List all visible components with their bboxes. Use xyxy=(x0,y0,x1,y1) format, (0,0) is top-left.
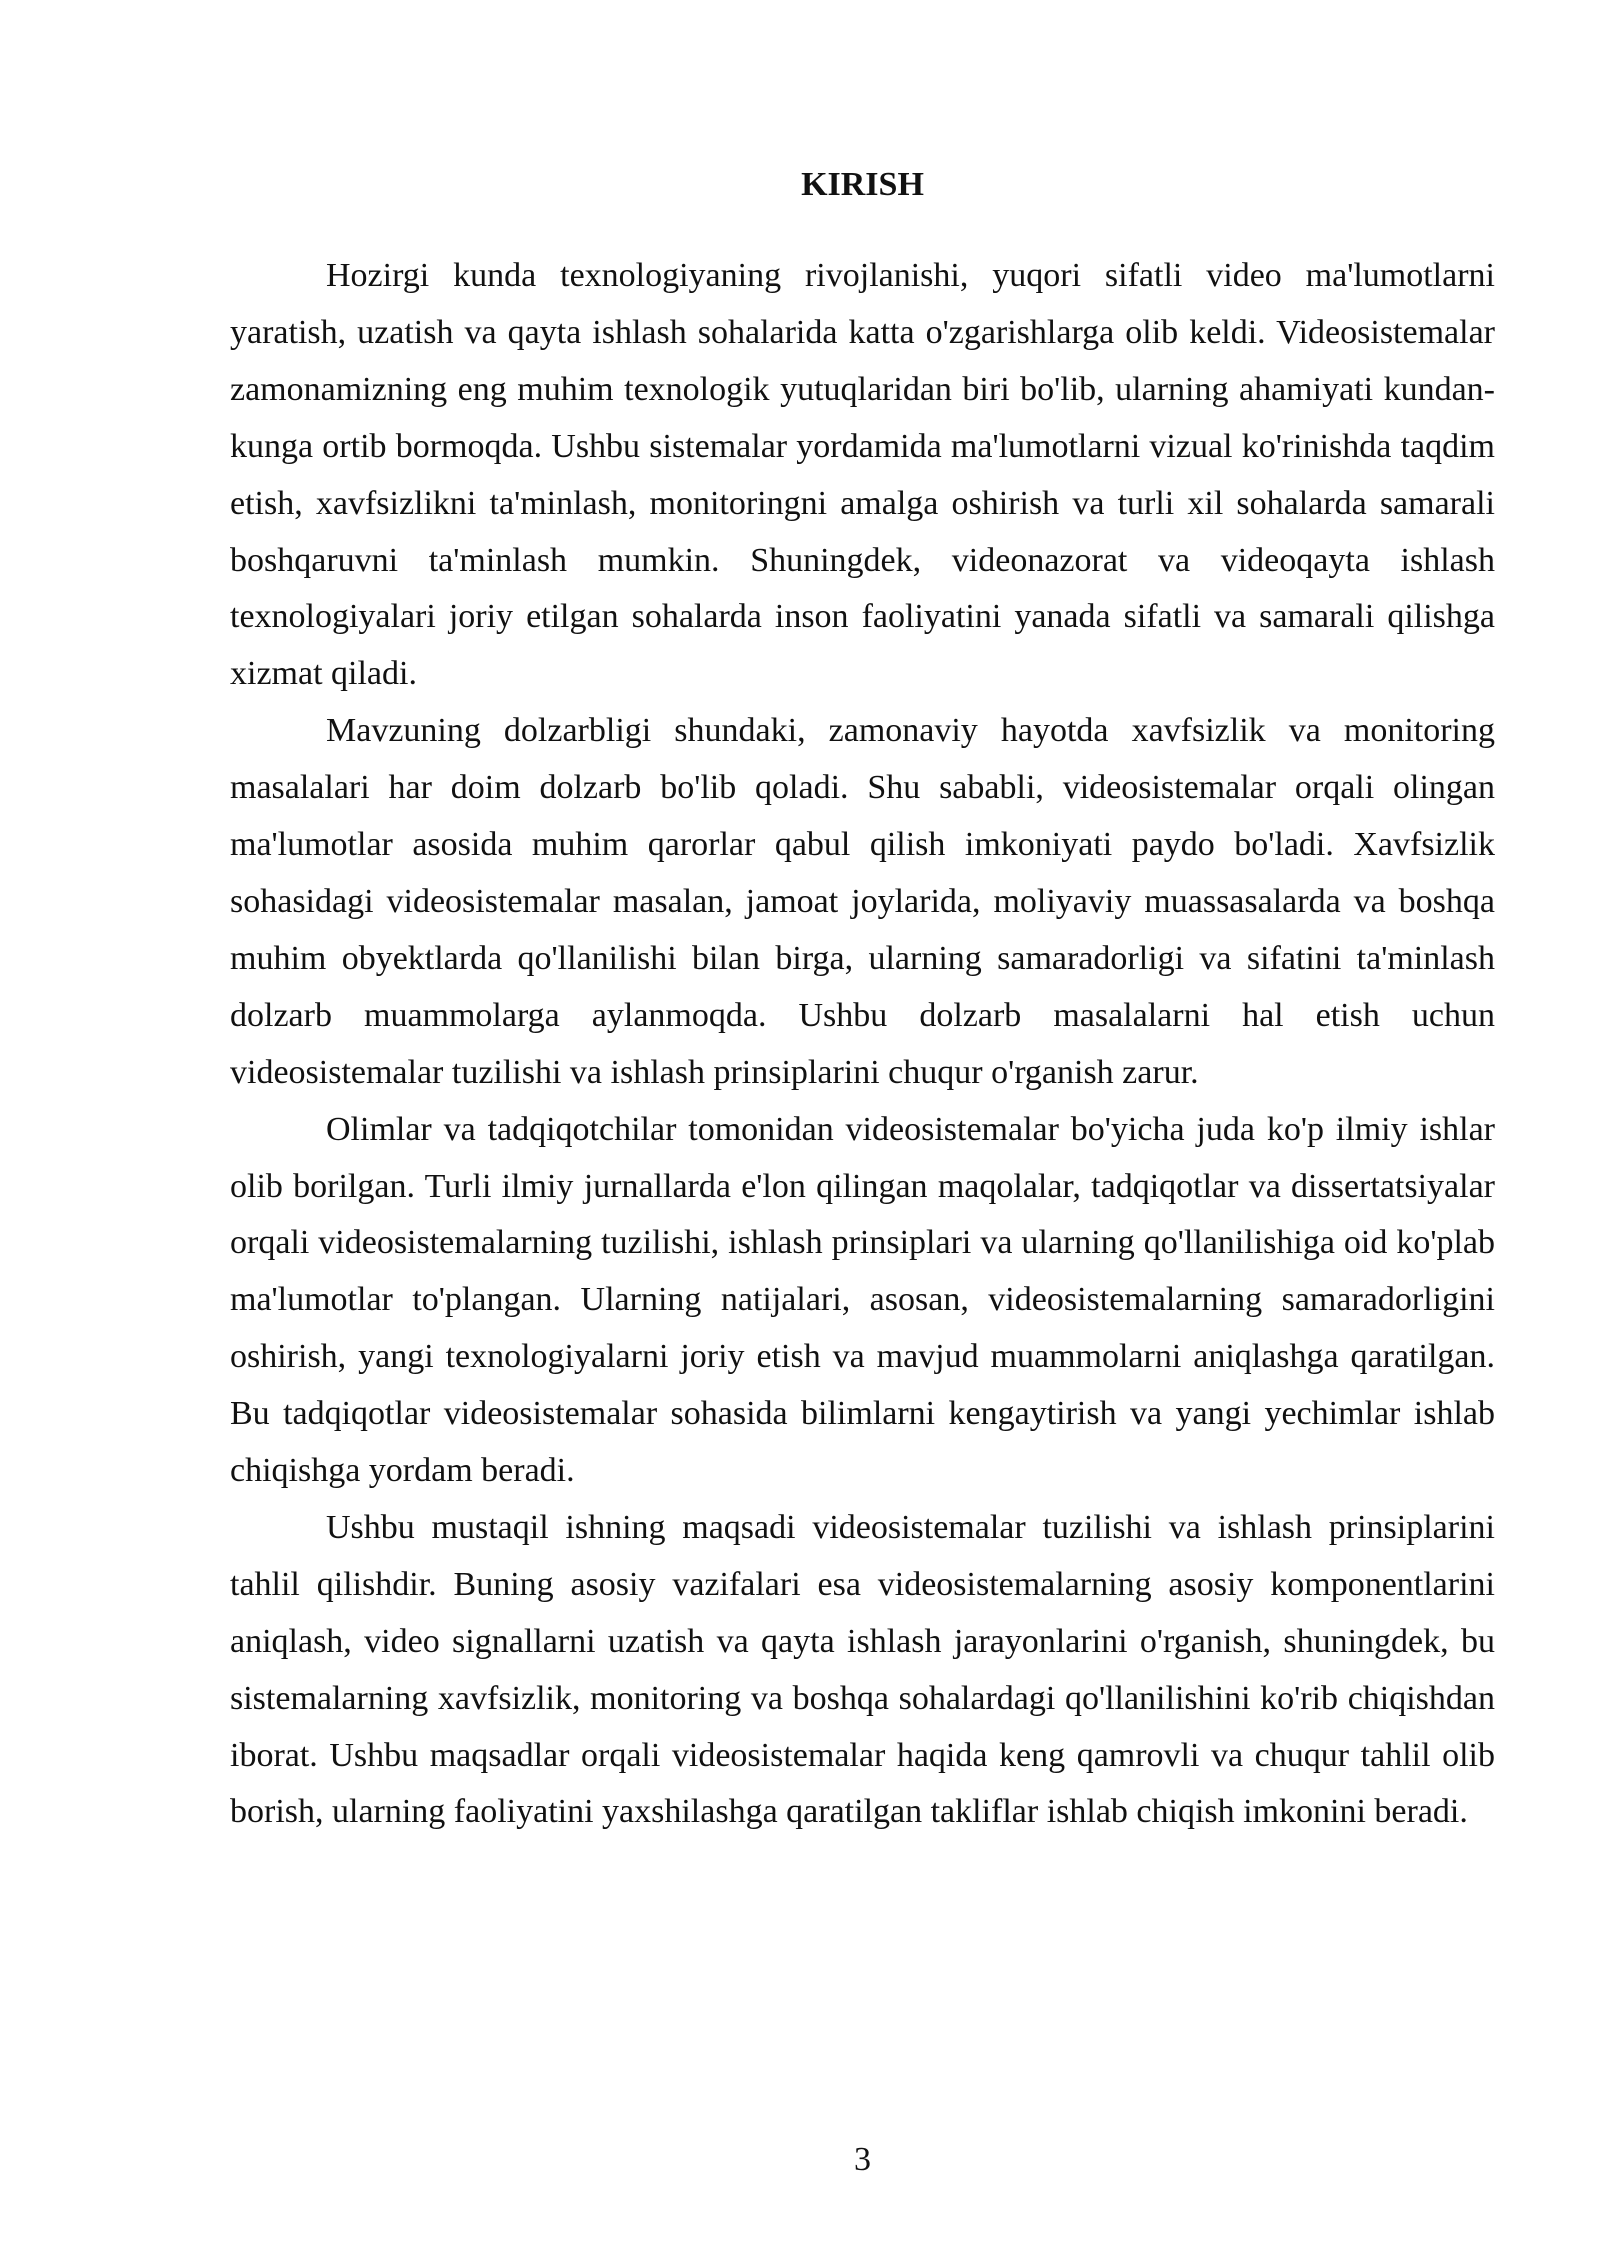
paragraph-relevance: Mavzuning dolzarbligi shundaki, zamonaviy hayotda xavfsizlik va monitoring masalalari har doim dolzarb bo'lib qoladi. Shu sababli, videosistemalar orqali olingan ma'lumotlar asosida muhim qarorlar qabul qilish imkoniyati paydo bo'ladi. Xavfsizlik sohasidagi videosistemalar masalan, jamoat joylarida, moliyaviy muassasalarda va boshqa muhim obyektlarda qo'llanilishi bilan birga, ularning samaradorligi va sifatini ta'minlash dolzarb muammolarga aylanmoqda. Ushbu dolzarb masalalarni hal etish uchun videosistemalar tuzilishi va ishlash prinsiplarini chuqur o'rganish zarur. xyxy=(230,712,1495,1091)
section-title: KIRISH xyxy=(801,166,924,203)
document-page xyxy=(230,0,1495,2262)
paragraph-aim: Ushbu mustaqil ishning maqsadi videosistemalar tuzilishi va ishlash prinsiplarini tahlil qilishdir. Buning asosiy vazifalari esa videosistemalarning asosiy komponentlarini aniqlash, video signallarni uzatish va qayta ishlash jarayonlarini o'rganish, shuningdek, bu sistemalarning xavfsizlik, monitoring va boshqa sohalardagi qo'llanilishini ko'rib chiqishdan iborat. Ushbu maqsadlar orqali videosistemalar haqida keng qamrovli va chuqur tahlil olib borish, ularning faoliyatini yaxshilashga qaratilgan takliflar ishlab chiqish imkonini beradi. xyxy=(230,1508,1495,1831)
paragraph-introduction: Hozirgi kunda texnologiyaning rivojlanishi, yuqori sifatli video ma'lumotlarni yaratish, uzatish va qayta ishlash sohalarida katta o'zgarishlarga olib keldi. Videosistemalar zamonamizning eng muhim texnologik yutuqlaridan biri bo'lib, ularning ahamiyati kundan-kunga ortib bormoqda. Ushbu sistemalar yordamida ma'lumotlarni vizual ko'rinishda taqdim etish, xavfsizlikni ta'minlash, monitoringni amalga oshirish va turli xil sohalarda samarali boshqaruvni ta'minlash mumkin. Shuningdek, videonazorat va videoqayta ishlash texnologiyalari joriy etilgan sohalarda inson faoliyatini yanada sifatli va samarali qilishga xizmat qiladi. xyxy=(230,257,1495,693)
body-text xyxy=(230,248,1495,1841)
page-number: 3 xyxy=(854,2141,871,2178)
paragraph-research-review: Olimlar va tadqiqotchilar tomonidan videosistemalar bo'yicha juda ko'p ilmiy ishlar olib borilgan. Turli ilmiy jurnallarda e'lon qilingan maqolalar, tadqiqotlar va dissertatsiyalar orqali videosistemalarning tuzilishi, ishlash prinsiplari va ularning qo'llanilishiga oid ko'plab ma'lumotlar to'plangan. Ularning natijalari, asosan, videosistemalarning samaradorligini oshirish, yangi texnologiyalarni joriy etish va mavjud muammolarni aniqlashga qaratilgan. Bu tadqiqotlar videosistemalar sohasida bilimlarni kengaytirish va yangi yechimlar ishlab chiqishga yordam beradi. xyxy=(230,1110,1495,1490)
